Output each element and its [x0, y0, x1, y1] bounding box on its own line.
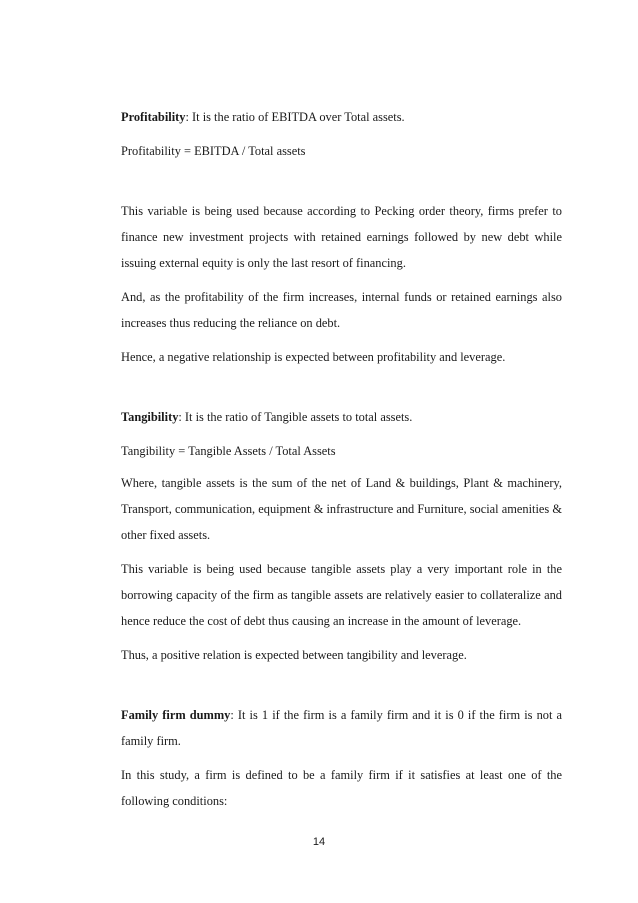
- family-firm-term: Family firm dummy: [121, 708, 231, 722]
- tangibility-formula: Tangibility = Tangible Assets / Total Assets: [121, 444, 336, 458]
- tangibility-definition-text: : It is the ratio of Tangible assets to total assets.: [178, 410, 413, 424]
- tangibility-paragraph-2: This variable is being used because tangible assets play a very important role in the borrowing capacity of the firm as tangible assets are relatively easier to collateralize and hence reduce the cost of debt thus causing an increase in the amount of leverage.: [121, 562, 562, 628]
- profitability-paragraph-3: Hence, a negative relationship is expected between profitability and leverage.: [121, 350, 506, 364]
- profitability-term: Profitability: [121, 110, 186, 124]
- page-number: 14: [312, 836, 326, 848]
- family-firm-paragraph-1: In this study, a firm is defined to be a family firm if it satisfies at least one of the following conditions:: [121, 768, 562, 808]
- page-body: [121, 104, 562, 814]
- profitability-formula: Profitability = EBITDA / Total assets: [121, 144, 306, 158]
- profitability-paragraph-2: And, as the profitability of the firm increases, internal funds or retained earnings also increases thus reducing the reliance on debt.: [121, 290, 562, 330]
- family-firm-definition: [121, 702, 562, 754]
- family-firm-definition-text: : It is 1 if the firm is a family firm and it is 0 if the firm is not a family firm.: [121, 708, 562, 748]
- profitability-definition: [121, 104, 562, 130]
- tangibility-term: Tangibility: [121, 410, 179, 424]
- profitability-paragraph-1: This variable is being used because according to Pecking order theory, firms prefer to finance new investment projects with retained earnings followed by new debt while issuing external equity is only the last resort of financing.: [121, 204, 562, 270]
- profitability-definition-text: : It is the ratio of EBITDA over Total assets.: [185, 110, 405, 124]
- tangibility-paragraph-3: Thus, a positive relation is expected between tangibility and leverage.: [121, 648, 467, 662]
- tangibility-definition: [121, 404, 562, 430]
- tangibility-paragraph-1: Where, tangible assets is the sum of the net of Land & buildings, Plant & machinery, Transport, communication, equipment & infrastructure and Furniture, social amenities & other fixed assets.: [121, 476, 562, 542]
